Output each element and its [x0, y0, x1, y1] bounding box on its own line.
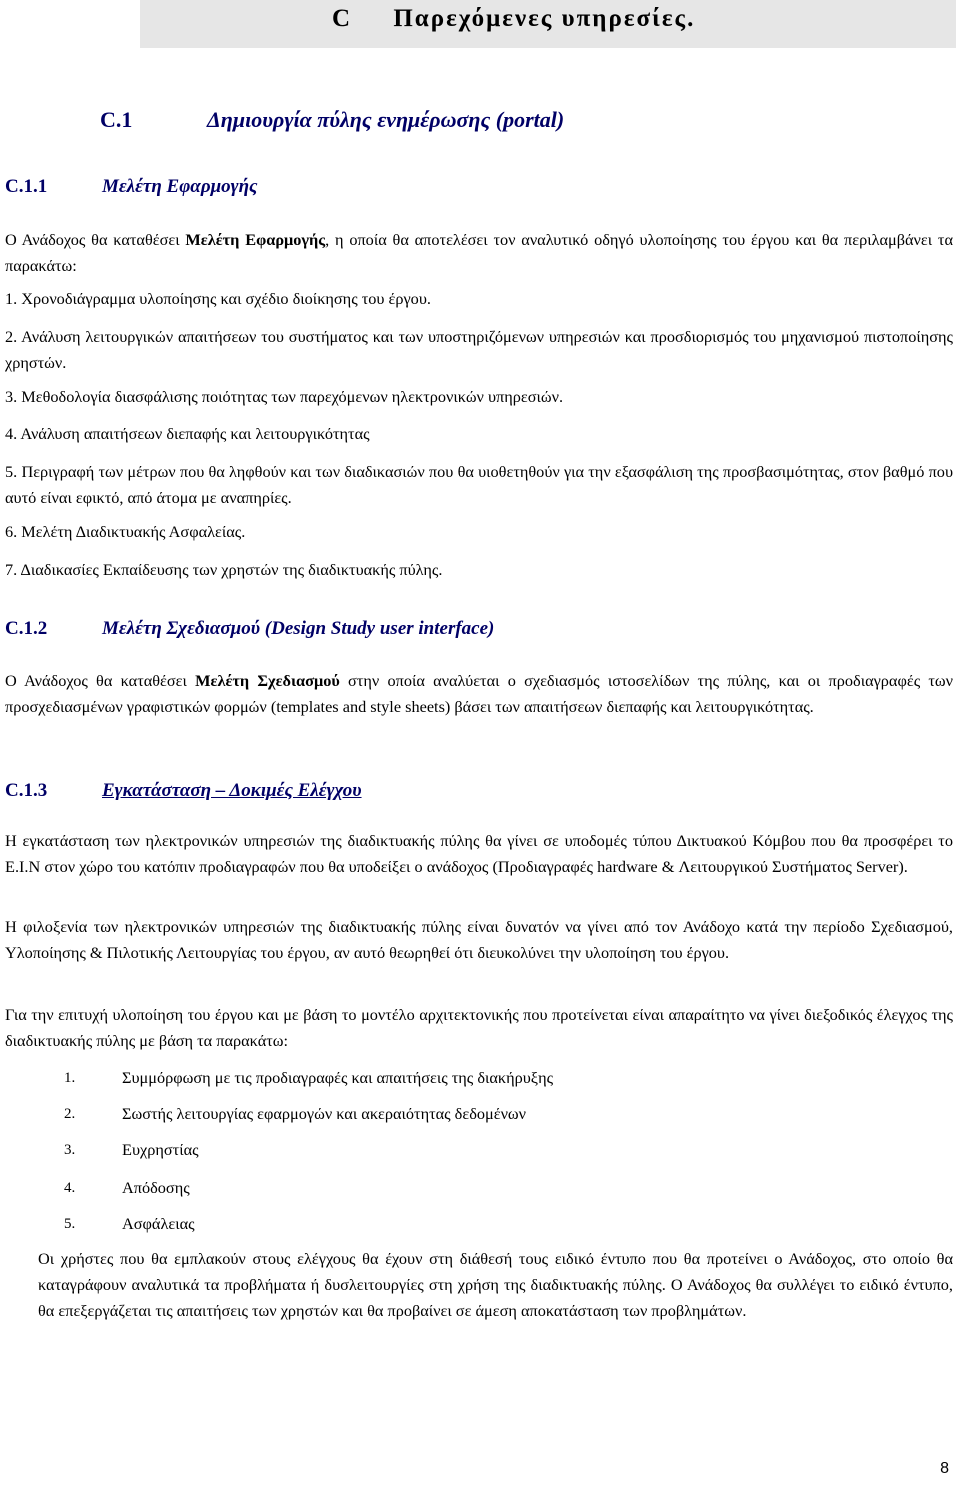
list-item: 5. Περιγραφή των μέτρων που θα ληφθούν και των διαδικασιών που θα υιοθετηθούν για την εξασφάλιση της προσβασιμότητας, στον βαθμό που αυτό είναι εφικτό, από άτομα με αναπηρίες. [5, 462, 954, 507]
list-item: 2. Ανάλυση λειτουργικών απαιτήσεων του συστήματος και των υποστηριζόμενων υπηρεσιών και προσδιορισμός του μηχανισμού πιστοποίησης χρηστών. [5, 327, 953, 372]
list-item: 1. Χρονοδιάγραμμα υλοποίησης και σχέδιο διοίκησης του έργου. [5, 289, 431, 308]
chapter-heading [332, 5, 695, 33]
chapter-banner [140, 0, 956, 48]
list-item: 4. Ανάλυση απαιτήσεων διεπαφής και λειτουργικότητας [5, 424, 370, 443]
list-item: 7. Διαδικασίες Εκπαίδευσης των χρηστών της διαδικτυακής πύλης. [5, 560, 443, 579]
list-item: 6. Μελέτη Διαδικτυακής Ασφαλείας. [5, 522, 246, 541]
sub1-intro: Ο Ανάδοχος θα καταθέσει Μελέτη Εφαρμογής, η οποία θα αποτελέσει τον αναλυτικό οδηγό υλοποίησης του έργου και θα περιλαμβάνει τα παρακάτω: [5, 230, 953, 275]
sub3-paragraph-3: Για την επιτυχή υλοποίηση του έργου και με βάση το μοντέλο αρχιτεκτονικής που προτείνεται είναι απαραίτητο να γίνει διεξοδικός έλεγχος της διαδικτυακής πύλης με βάση τα παρακάτω: [5, 1005, 953, 1050]
subsection-title: Εγκατάσταση – Δοκιμές Ελέγχου [102, 780, 362, 801]
sub3-paragraph-2: Η φιλοξενία των ηλεκτρονικών υπηρεσιών της διαδικτυακής πύλης είναι δυνατόν να γίνει από τον Ανάδοχο κατά την περίοδο Σχεδιασμού, Υλοποίησης & Πιλοτικής Λειτουργίας του έργου, αν αυτό θεωρηθεί ότι διευκολύνει την υλοποίηση του έργου. [5, 917, 953, 962]
sub3-paragraph-1: Η εγκατάσταση των ηλεκτρονικών υπηρεσιών της διαδικτυακής πύλης θα γίνει σε υποδομές τύπου Δικτυακού Κόμβου που θα προσφέρει το Ε.Ι.Ν στον χώρο του κατόπιν προδιαγραφών που θα υποδείξει ο ανάδοχος (Προδιαγραφές hardware & Λειτουργικού Συστήματος Server). [5, 831, 953, 876]
page-number: 8 [940, 1460, 949, 1477]
subsection-number: C.1.2 [5, 618, 48, 639]
chapter-letter: C [332, 5, 353, 32]
sub3-paragraph-4: Οι χρήστες που θα εμπλακούν στους ελέγχους θα έχουν στη διάθεσή τους ειδικό έντυπο που θα προτείνει ο Ανάδοχος, στο οποίο θα καταγράφουν αναλυτικά τα προβλήματα ή δυσλειτουργίες στη χρήση της διαδικτυακής πύλης. Ο Ανάδοχος θα συλλέγει το ειδικό έντυπο, θα επεξεργάζεται τις απαιτήσεις των χρηστών και θα προβαίνει σε άμεση αποκατάσταση των προβλημάτων. [38, 1249, 953, 1320]
subsection-number: C.1.3 [5, 780, 48, 801]
chapter-title: Παρεχόμενες υπηρεσίες. [393, 5, 696, 32]
section-number: C.1 [100, 107, 133, 132]
list-item: 3. Μεθοδολογία διασφάλισης ποιότητας των παρεχόμενων ηλεκτρονικών υπηρεσιών. [5, 387, 564, 406]
subsection-title: Μελέτη Εφαρμογής [102, 176, 258, 197]
sub2-text: Ο Ανάδοχος θα καταθέσει Μελέτη Σχεδιασμού στην οποία αναλύεται ο σχεδιασμός ιστοσελίδων της πύλης, και οι προδιαγραφές των προσχεδιασμένων γραφιστικών φορμών (templates and style sheets) βάσει των απαιτήσεων διεπαφής και λειτουργικότητας. [5, 671, 953, 716]
subsection-number: C.1.1 [5, 176, 48, 197]
section-title: Δημιουργία πύλης ενημέρωσης (portal) [207, 107, 565, 132]
subsection-title: Μελέτη Σχεδιασμού (Design Study user interface) [102, 618, 495, 639]
